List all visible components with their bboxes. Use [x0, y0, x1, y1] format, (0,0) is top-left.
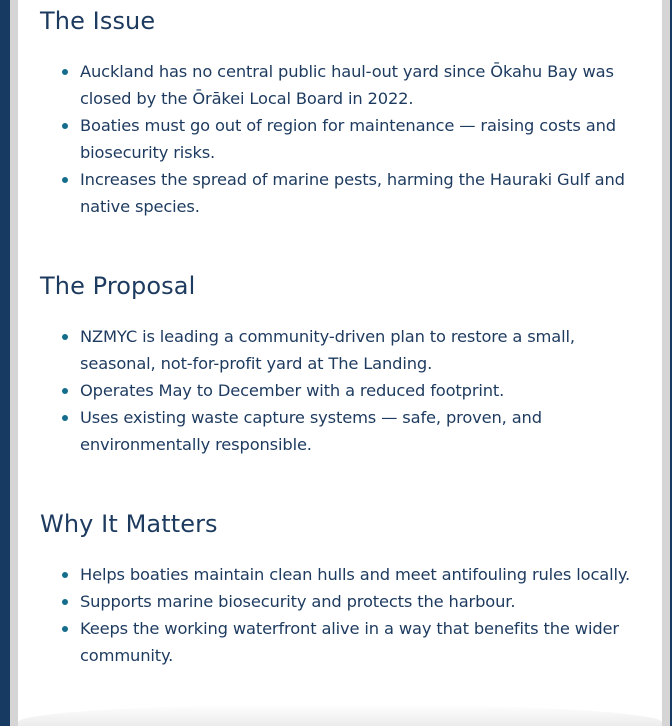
list-item: NZMYC is leading a community-driven plan to restore a small, seasonal, not-for-profit yard at The Landing.: [80, 323, 650, 377]
section-heading: Why It Matters: [40, 510, 218, 538]
section-the-proposal: [40, 269, 650, 458]
list-item: Supports marine biosecurity and protects the harbour.: [80, 588, 650, 615]
list-item: Keeps the working waterfront alive in a way that benefits the wider community.: [80, 615, 650, 669]
list-item: Operates May to December with a reduced footprint.: [80, 377, 650, 404]
list-item: Helps boaties maintain clean hulls and meet antifouling rules locally.: [80, 561, 650, 588]
list-item: Uses existing waste capture systems — safe, proven, and environmentally responsible.: [80, 404, 650, 458]
content-panel: [18, 0, 662, 726]
list-item: Increases the spread of marine pests, harming the Hauraki Gulf and native species.: [80, 166, 650, 220]
section-the-issue: [40, 4, 650, 220]
bullet-list: [40, 323, 650, 458]
section-heading: The Issue: [40, 7, 156, 35]
bullet-list: [40, 561, 650, 669]
list-item: Auckland has no central public haul-out yard since Ōkahu Bay was closed by the Ōrākei Local Board in 2022.: [80, 58, 650, 112]
section-why-it-matters: [40, 507, 650, 669]
bullet-list: [40, 58, 650, 220]
section-heading: The Proposal: [40, 272, 196, 300]
list-item: Boaties must go out of region for maintenance — raising costs and biosecurity risks.: [80, 112, 650, 166]
